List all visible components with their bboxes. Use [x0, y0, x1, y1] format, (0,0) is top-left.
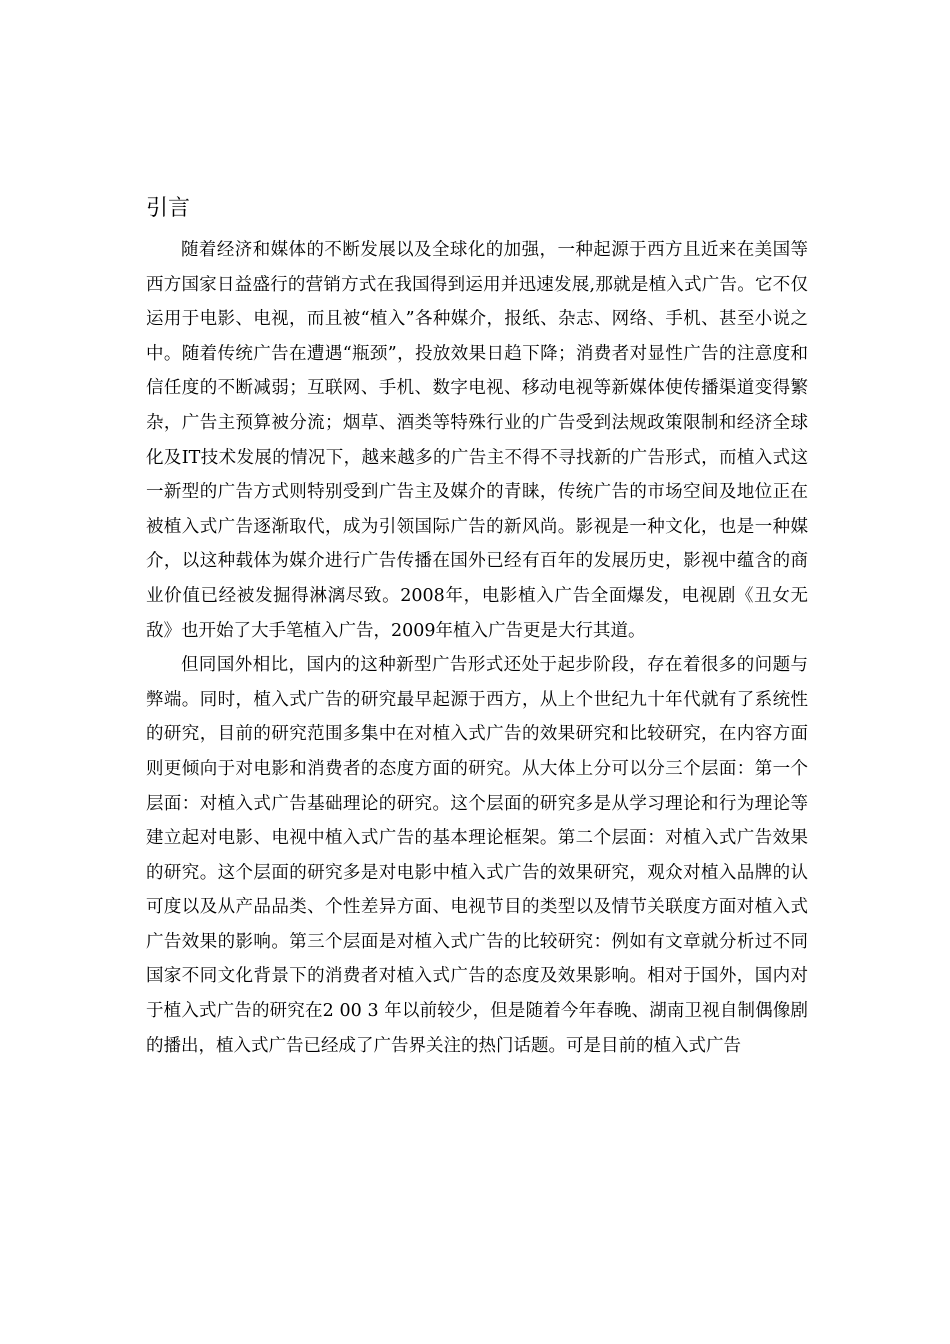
paragraph: 但同国外相比，国内的这种新型广告形式还处于起步阶段，存在着很多的问题与弊端。同时，植入式广告的研究最早起源于西方，从上个世纪九十年代就有了系统性的研究，目前的研究范围多集中在对植入式广告的效果研究和比较研究，在内容方面则更倾向于对电影和消费者的态度方面的研究。从大体上分可以分三个层面：第一个层面：对植入式广告基础理论的研究。这个层面的研究多是从学习理论和行为理论等建立起对电影、电视中植入式广告的基本理论框架。第二个层面：对植入式广告效果的研究。这个层面的研究多是对电影中植入式广告的效果研究，观众对植入品牌的认可度以及从产品品类、个性差异方面、电视节目的类型以及情节关联度方面对植入式广告效果的影响。第三个层面是对植入式广告的比较研究：例如有文章就分析过不同国家不同文化背景下的消费者对植入式广告的态度及效果影响。相对于国外，国内对于植入式广告的研究在2 00 3 年以前较少，但是随着今年春晚、湖南卫视自制偶像剧的播出，植入式广告已经成了广告界关注的热门话题。可是目前的植入式广告 [146, 655, 808, 1056]
body-text [146, 233, 808, 1063]
paragraph: 随着经济和媒体的不断发展以及全球化的加强，一种起源于西方且近来在美国等西方国家日益盛行的营销方式在我国得到运用并迅速发展,那就是植入式广告。它不仅运用于电影、电视，而且被“植入”各种媒介，报纸、杂志、网络、手机、甚至小说之中。随着传统广告在遭遇“瓶颈”，投放效果日趋下降；消费者对显性广告的注意度和信任度的不断减弱；互联网、手机、数字电视、移动电视等新媒体使传播渠道变得繁杂，广告主预算被分流；烟草、酒类等特殊行业的广告受到法规政策限制和经济全球化及IT技术发展的情况下，越来越多的广告主不得不寻找新的广告形式，而植入式这一新型的广告方式则特别受到广告主及媒介的青睐，传统广告的市场空间及地位正在被植入式广告逐渐取代，成为引领国际广告的新风尚。影视是一种文化，也是一种媒介，以这种载体为媒介进行广告传播在国外已经有百年的发展历史，影视中蕴含的商业价值已经被发掘得淋漓尽致。2008年，电影植入广告全面爆发，电视剧《丑女无敌》也开始了大手笔植入广告，2009年植入广告更是大行其道。 [146, 240, 808, 641]
section-heading: 引言 [146, 196, 191, 221]
